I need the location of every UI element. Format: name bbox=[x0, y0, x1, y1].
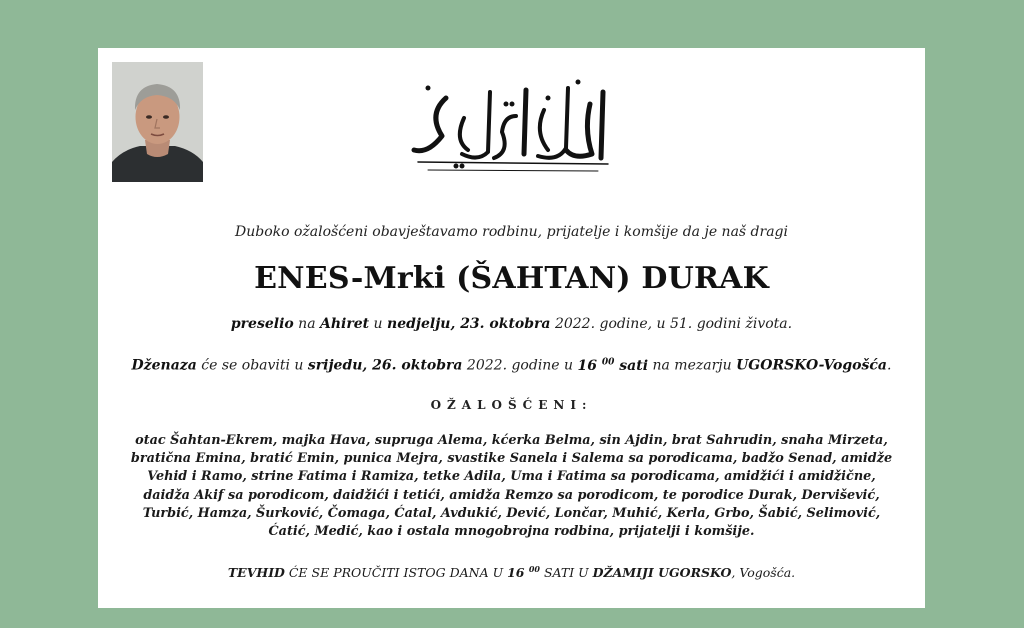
mourners-heading: OŽALOŠĆENI: bbox=[430, 398, 593, 412]
death-verb: preselio bbox=[230, 316, 294, 332]
mourners-list: otac Šahtan-Ekrem, majka Hava, supruga Alema, kćerka Belma, sin Ajdin, brat Sahrudin, snaha Mirzeta, bratična Emina, bratić Emin, punica Mejra, svastike Sanela i Salema sa porodicama, badžo Senad, amidže Vehid i Ramo, strine Fatima i Ramiza, tetke Adila, Uma i Fatima sa porodicama, amidžići i amidžične, daidža Akif sa porodicom, daidžići i tetići, amidža Remzo sa porodicom, te porodice Durak, Dervišević, Turbić, Hamza, Šurković, Čomaga, Ćatal, Avdukić, Dević, Lončar, Muhić, Kerla, Grbo, Šabić, Selimović, Ćatić, Medić, kao i ostala mnogobrojna rodbina, prijatelji i komšije. bbox=[130, 433, 893, 540]
death-date: nedjelju, 23. oktobra bbox=[387, 316, 551, 332]
crescent-icon bbox=[478, 0, 556, 36]
deceased-name: ENES-Mrki (ŠAHTAN) DURAK bbox=[254, 261, 769, 296]
funeral-date: srijedu, 26. oktobra bbox=[307, 357, 463, 374]
tevhid-place: DŽAMIJI UGORSKO bbox=[592, 565, 732, 581]
funeral-announcement: Dženaza će se obaviti u srijedu, 26. oktobra 2022. godine u 16 $^{00}$ sati na mezarju UGORSKO-Vogošća. bbox=[131, 357, 892, 374]
obituary-card bbox=[98, 48, 925, 608]
tevhid-announcement: TEVHID ĆE SE PROUČITI ISTOG DANA U 16 $^{00}$ SATI U DŽAMIJI UGORSKO, Vogošća. bbox=[227, 564, 796, 581]
intro-text: Duboko ožalošćeni obavještavamo rodbinu, prijatelje i komšije da je naš dragi bbox=[234, 224, 788, 240]
death-announcement: preselio na Ahiret u nedjelju, 23. oktobra 2022. godine, u 51. godini života. bbox=[230, 316, 793, 332]
tevhid-time: 16 $^{00}$ bbox=[507, 564, 540, 581]
funeral-place: UGORSKO-Vogošća bbox=[736, 357, 887, 374]
tevhid-label: TEVHID bbox=[227, 565, 285, 581]
funeral-label: Dženaza bbox=[131, 357, 197, 374]
funeral-time: 16 $^{00}$ sati bbox=[577, 357, 649, 374]
death-place: Ahiret bbox=[320, 316, 370, 332]
arabic-calligraphy bbox=[398, 70, 628, 180]
portrait-photo bbox=[112, 62, 203, 182]
